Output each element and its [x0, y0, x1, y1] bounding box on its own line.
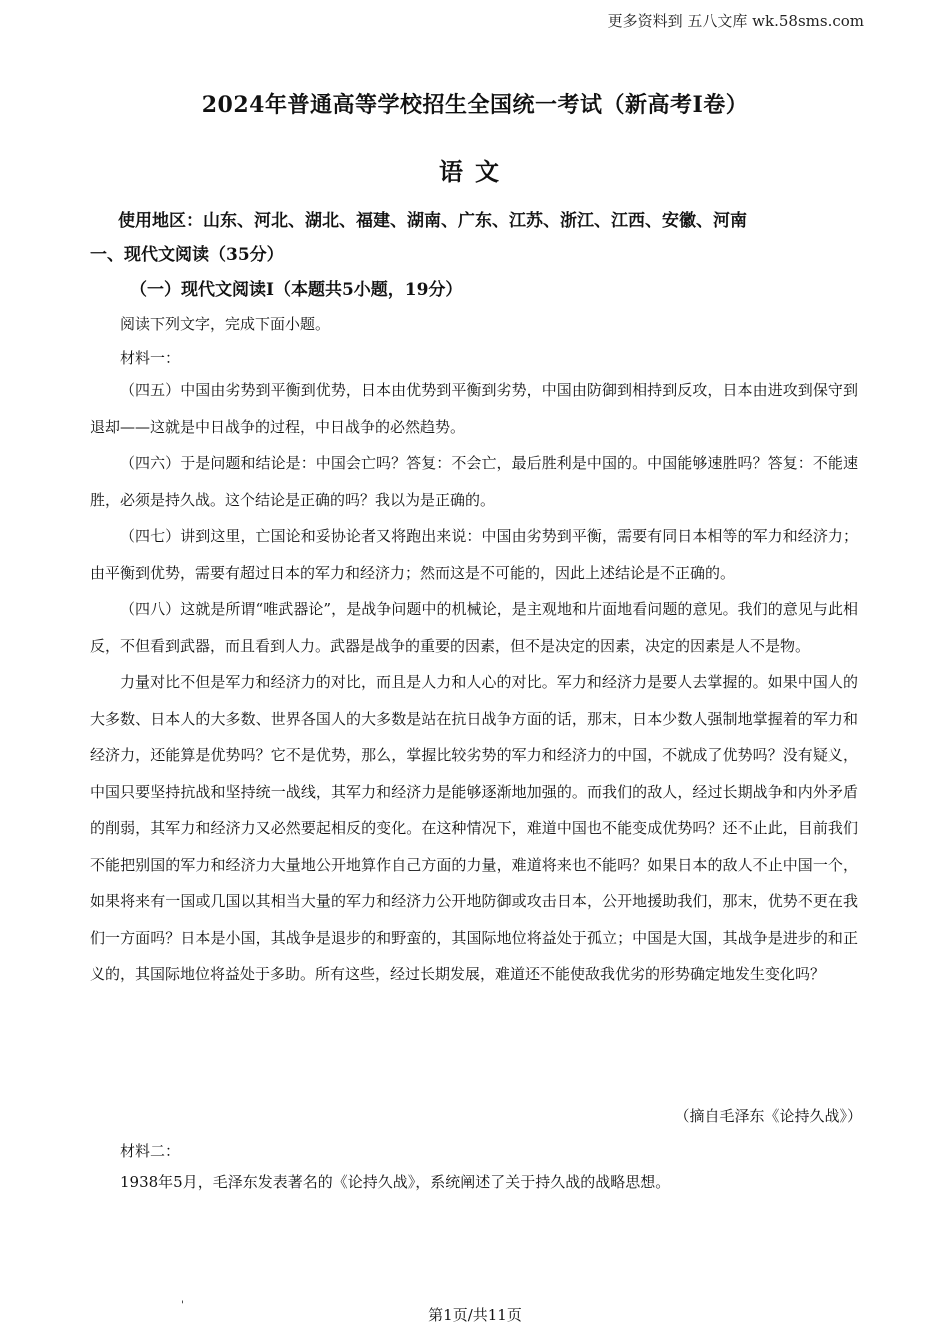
- exam-title: 2024年普通高等学校招生全国统一考试（新高考Ⅰ卷）: [201, 92, 749, 118]
- material2-text: 1938年5月，毛泽东发表著名的《论持久战》，系统阐述了关于持久战的战略思想。: [120, 1173, 671, 1191]
- material1-body: [90, 372, 858, 993]
- material2-label: 材料二：: [120, 1142, 181, 1160]
- watermark: 更多资料到 五八文库 wk.58sms.com: [607, 12, 864, 30]
- paragraph: 力量对比不但是军力和经济力的对比，而且是人力和人心的对比。军力和经济力是要人去掌握的。如果中国人的大多数、日本人的大多数、世界各国人的大多数是站在抗日战争方面的话，那末，日本少数人强制地掌握着的军力和经济力，还能算是优势吗？它不是优势，那么，掌握比较劣势的军力和经济力的中国，不就成了优势吗？没有疑义，中国只要坚持抗战和坚持统一战线，其军力和经济力是能够逐渐地加强的。而我们的敌人，经过长期战争和内外矛盾的削弱，其军力和经济力又必然要起相反的变化。在这种情况下，难道中国也不能变成优势吗？还不止此，目前我们不能把别国的军力和经济力大量地公开地算作自己方面的力量，难道将来也不能吗？如果日本的敌人不止中国一个，如果将来有一国或几国以其相当大量的军力和经济力公开地防御或攻击日本，公开地援助我们，那末，优势不更在我们一方面吗？日本是小国，其战争是退步的和野蛮的，其国际地位将益处于孤立；中国是大国，其战争是进步的和正义的，其国际地位将益处于多助。所有这些，经过长期发展，难道还不能使敌我优劣的形势确定地发生变化吗？: [90, 673, 858, 983]
- paragraph: （四八）这就是所谓“唯武器论”，是战争问题中的机械论，是主观地和片面地看问题的意见。我们的意见与此相反，不但看到武器，而且看到人力。武器是战争的重要的因素，但不是决定的因素，决定的因素是人不是物。: [90, 600, 858, 655]
- paragraph: （四六）于是问题和结论是：中国会亡吗？答复：不会亡，最后胜利是中国的。中国能够速胜吗？答复：不能速胜，必须是持久战。这个结论是正确的吗？我以为是正确的。: [90, 454, 858, 509]
- subsection-heading: （一）现代文阅读Ⅰ（本题共5小题，19分）: [130, 280, 463, 300]
- instruction: 阅读下列文字，完成下面小题。: [120, 315, 331, 333]
- stray-mark: ': [181, 1300, 184, 1311]
- page-number: 第1页/共11页: [428, 1306, 522, 1324]
- usage-region: 使用地区：山东、河北、湖北、福建、湖南、广东、江苏、浙江、江西、安徽、河南: [118, 211, 747, 231]
- paragraph: （四五）中国由劣势到平衡到优势，日本由优势到平衡到劣势，中国由防御到相持到反攻，日本由进攻到保守到退却——这就是中日战争的过程，中日战争的必然趋势。: [90, 381, 858, 436]
- subject-title: 语文: [439, 157, 511, 186]
- material1-label: 材料一：: [120, 349, 181, 367]
- section-heading: 一、现代文阅读（35分）: [90, 245, 284, 265]
- paragraph: （四七）讲到这里，亡国论和妥协论者又将跑出来说：中国由劣势到平衡，需要有同日本相等的军力和经济力；由平衡到优势，需要有超过日本的军力和经济力；然而这是不可能的，因此上述结论是不正确的。: [90, 527, 858, 582]
- source-citation: （摘自毛泽东《论持久战》）: [674, 1107, 862, 1125]
